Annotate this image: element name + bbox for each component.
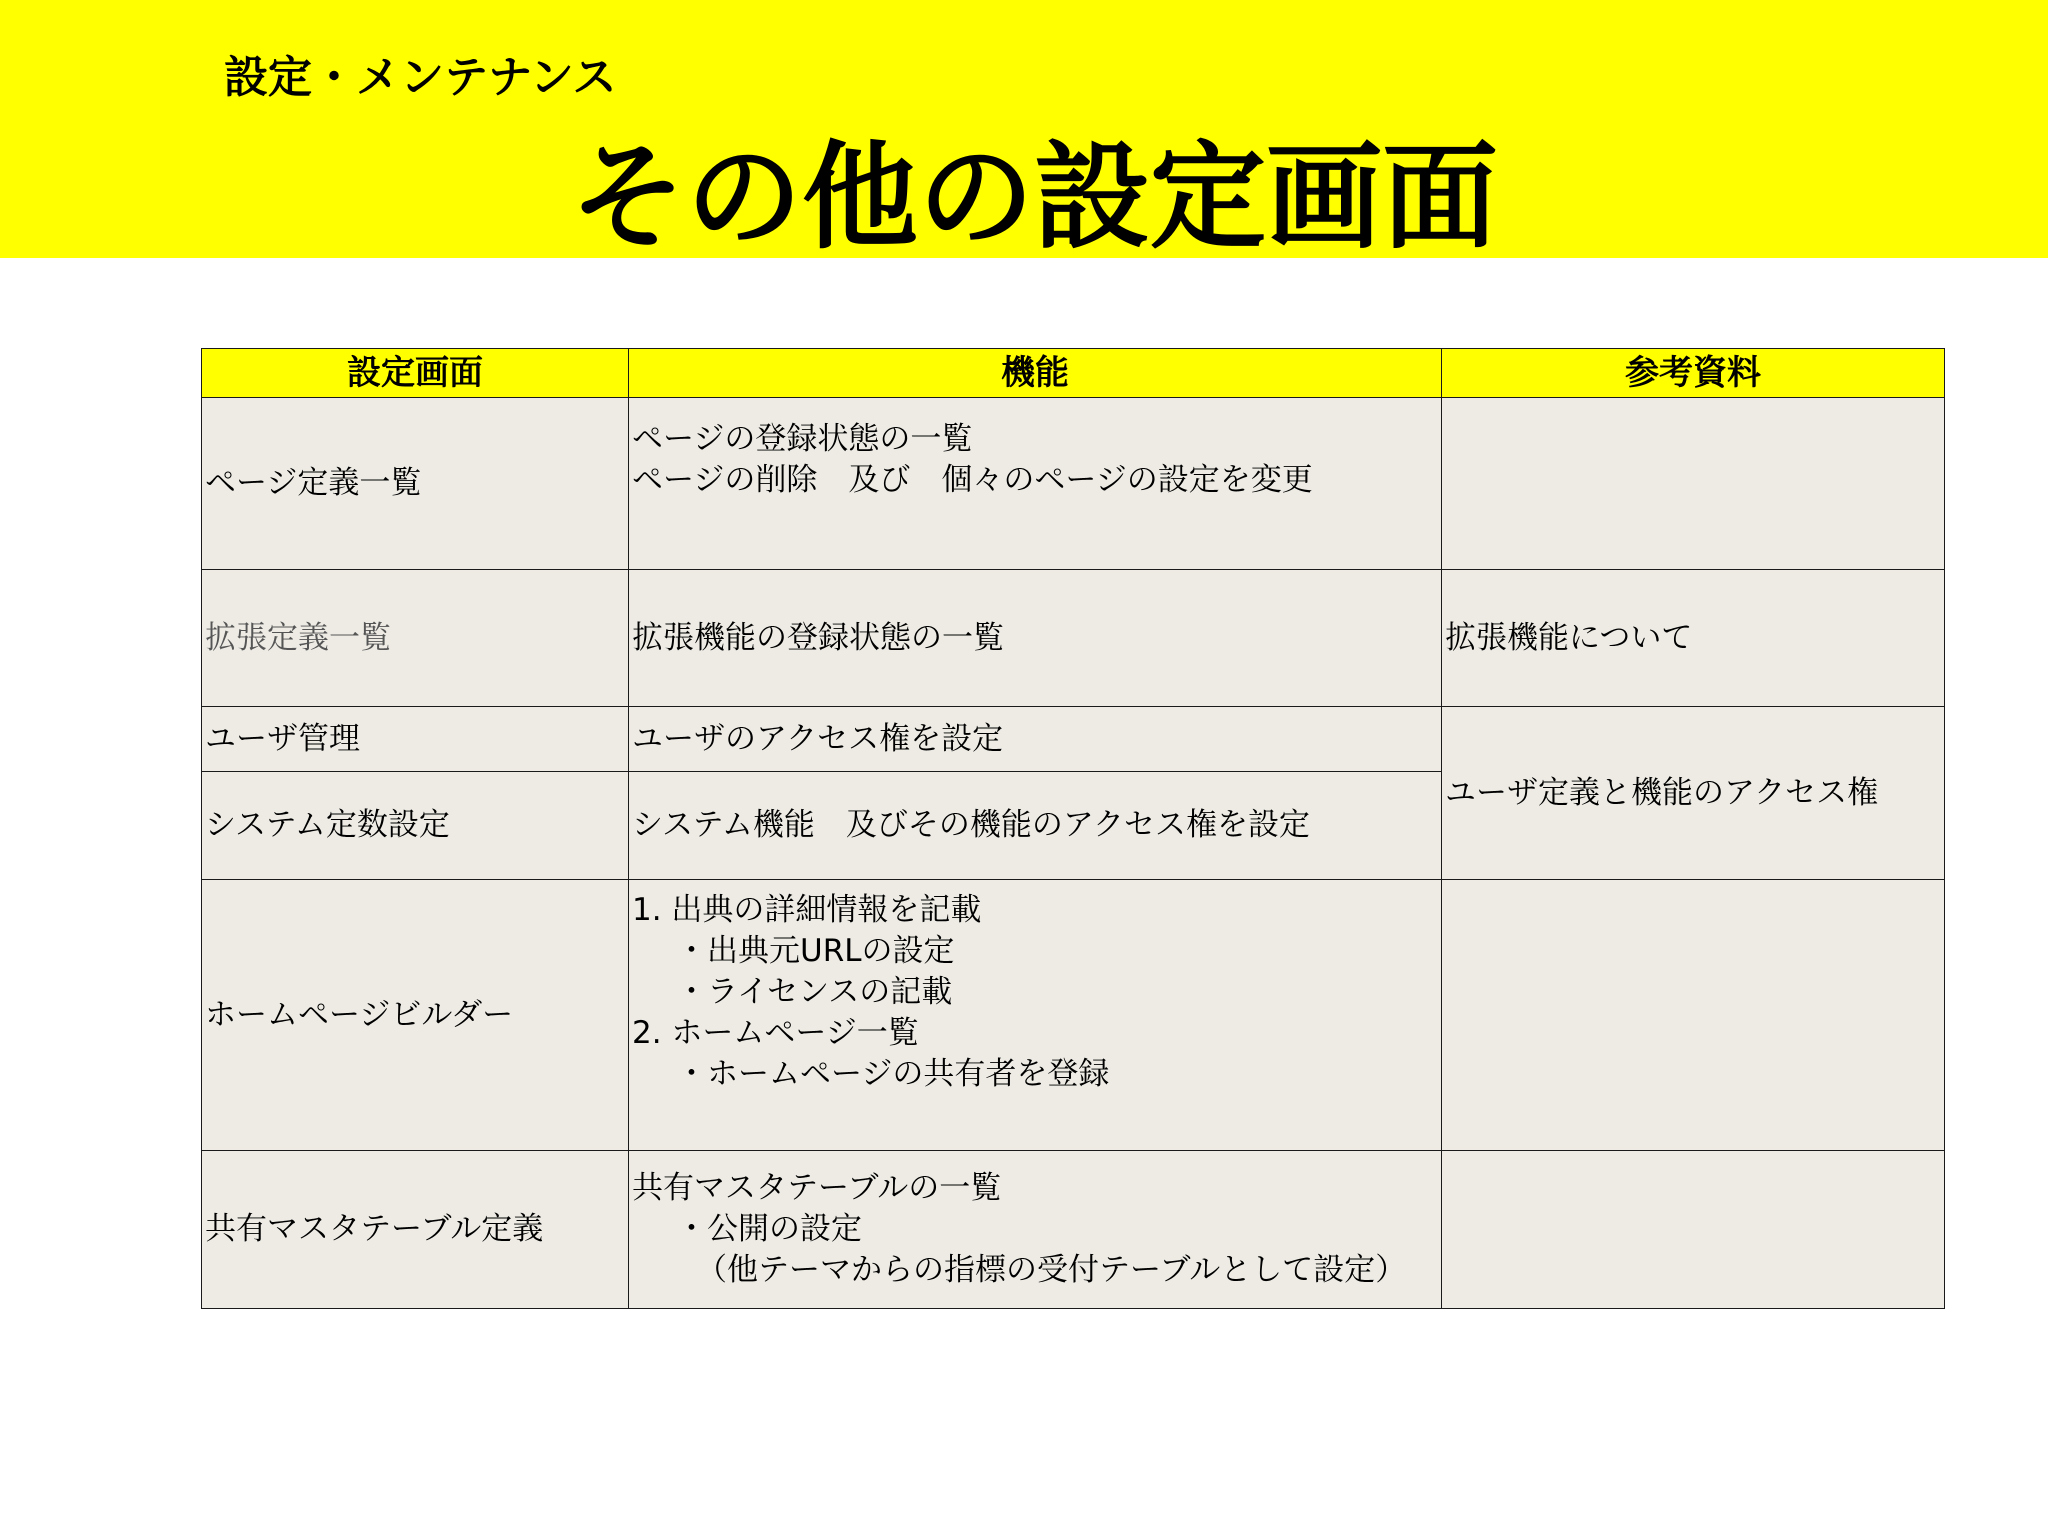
screen-cell — [202, 707, 629, 772]
function-line: ・ライセンスの記載 — [676, 974, 953, 1010]
screen-cell — [202, 880, 629, 1151]
screen-cell — [202, 398, 629, 570]
function-line: 2. ホームページ一覧 — [632, 1015, 919, 1051]
column-header-reference: 参考資料 — [1442, 349, 1945, 398]
screen-name: ユーザ管理 — [205, 720, 360, 757]
function-line: （他テーマからの指標の受付テーブルとして設定） — [696, 1252, 1407, 1288]
function-cell — [629, 398, 1442, 570]
function-cell — [629, 772, 1442, 880]
function-line: システム機能 及びその機能のアクセス権を設定 — [632, 807, 1310, 843]
reference-text: 拡張機能について — [1445, 619, 1693, 656]
function-cell — [629, 880, 1442, 1151]
screen-cell — [202, 1151, 629, 1309]
reference-cell — [1442, 570, 1945, 707]
table-row — [202, 880, 1945, 1151]
header-band — [0, 0, 2048, 265]
reference-text: ユーザ定義と機能のアクセス権 — [1445, 774, 1879, 811]
table-row — [202, 1151, 1945, 1309]
screen-name: ページ定義一覧 — [205, 465, 422, 501]
screen-cell — [202, 772, 629, 880]
function-cell — [629, 570, 1442, 707]
function-line: ・出典元URLの設定 — [676, 933, 955, 969]
function-line: ・公開の設定 — [676, 1211, 862, 1247]
screen-cell — [202, 570, 629, 707]
reference-cell — [1442, 398, 1945, 570]
reference-cell — [1442, 1151, 1945, 1309]
screen-name: 共有マスタテーブル定義 — [205, 1211, 544, 1247]
table-row — [202, 707, 1945, 772]
page-title: その他の設定画面 — [570, 130, 1498, 265]
function-line: 共有マスタテーブルの一覧 — [632, 1170, 1002, 1206]
column-header-screen: 設定画面 — [202, 349, 629, 398]
function-line: 拡張機能の登録状態の一覧 — [632, 619, 1004, 656]
function-line: ユーザのアクセス権を設定 — [632, 720, 1004, 757]
function-cell — [629, 1151, 1442, 1309]
function-cell — [629, 707, 1442, 772]
section-label: 設定・メンテナンス — [224, 52, 617, 103]
function-line: ページの削除 及び 個々のページの設定を変更 — [632, 462, 1313, 498]
function-line: ・ホームページの共有者を登録 — [676, 1056, 1110, 1092]
screen-name: 拡張定義一覧 — [205, 619, 391, 656]
reference-cell — [1442, 707, 1945, 880]
reference-cell — [1442, 880, 1945, 1151]
table-row — [202, 398, 1945, 570]
function-line: 1. 出典の詳細情報を記載 — [632, 892, 982, 928]
function-line: ページの登録状態の一覧 — [632, 421, 973, 457]
settings-table — [201, 348, 1945, 1309]
screen-name: システム定数設定 — [205, 807, 450, 843]
column-header-function: 機能 — [629, 349, 1442, 398]
screen-name: ホームページビルダー — [205, 996, 514, 1033]
table-header-row — [202, 349, 1945, 398]
table-row — [202, 570, 1945, 707]
